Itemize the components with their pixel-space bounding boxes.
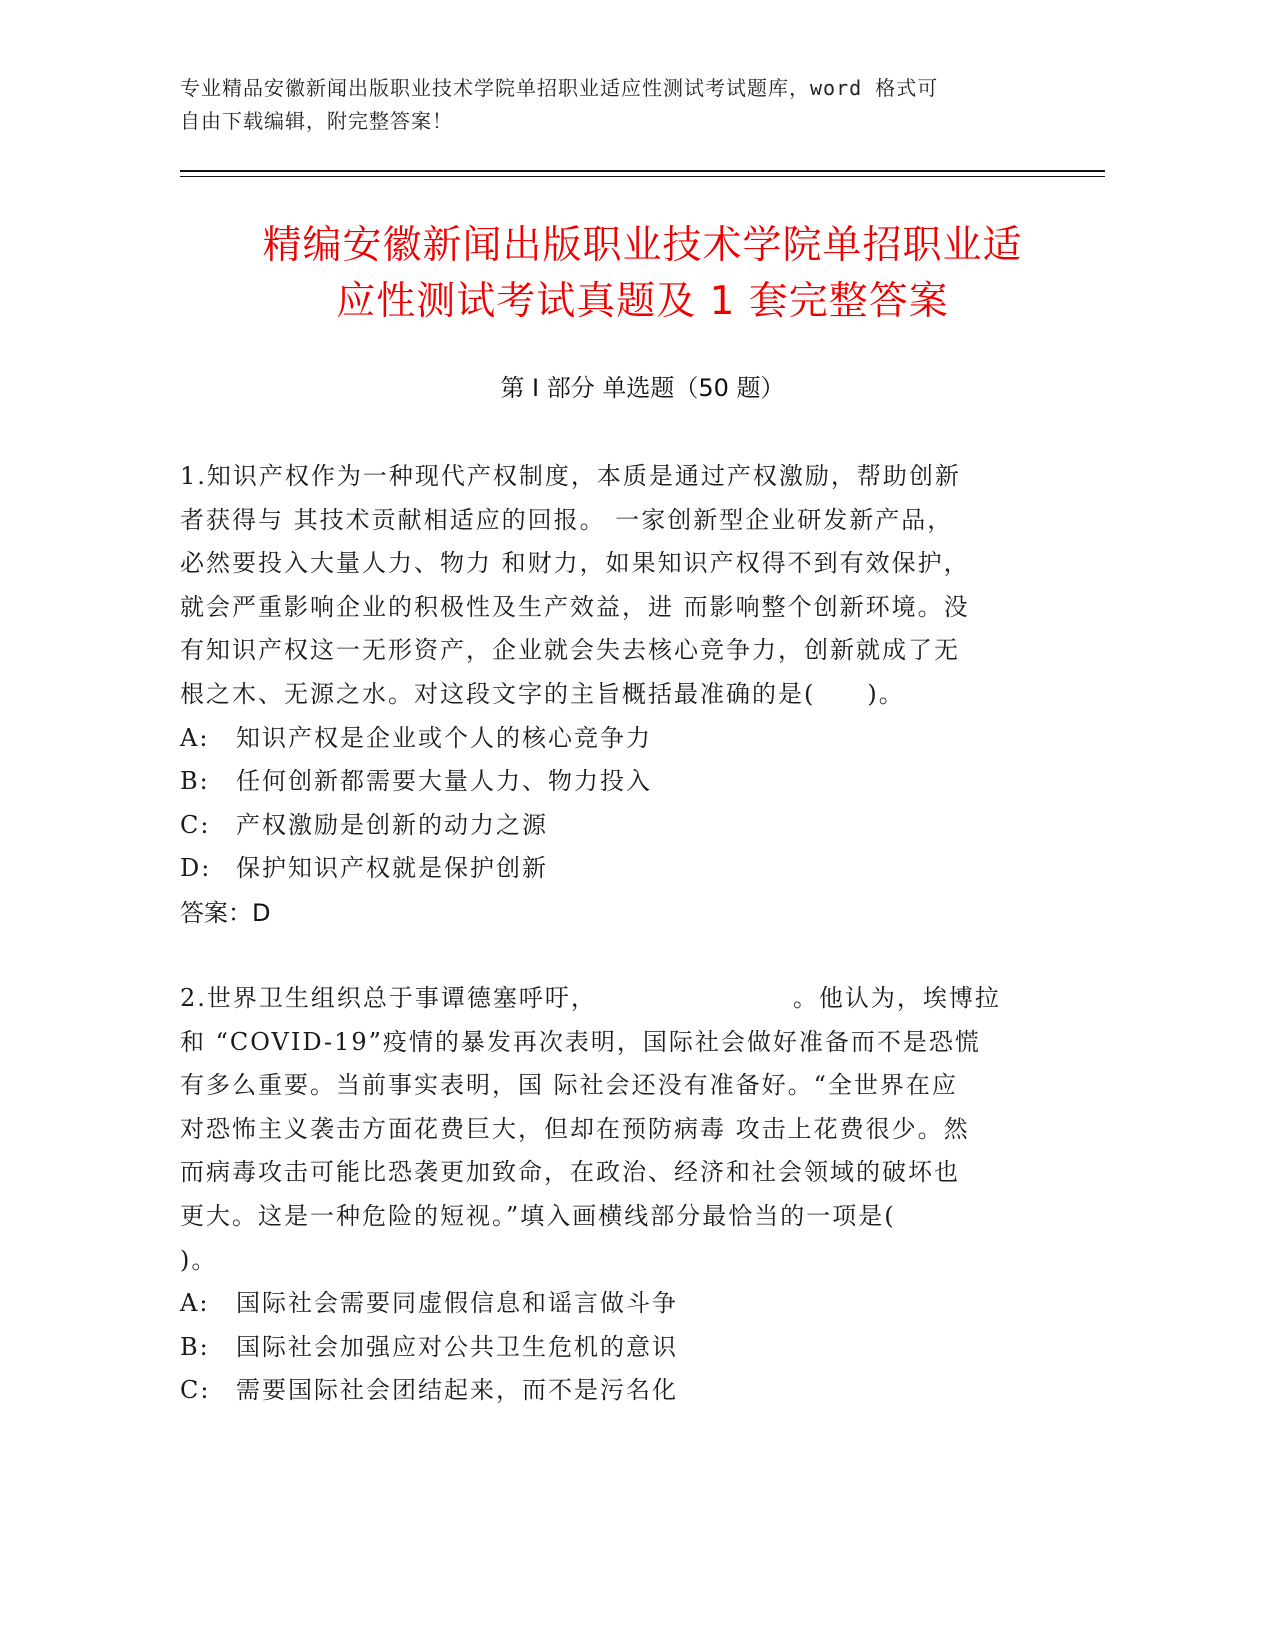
stem-line: 就会严重影响企业的积极性及生产效益，进 而影响整个创新环境。没 [180,592,970,621]
option-a [180,717,1040,761]
stem-line: 有多么重要。当前事实表明，国 际社会还没有准备好。“全世界在应 [180,1071,958,1100]
stem-line: )。 [180,1245,218,1274]
option-letter: D: [180,854,212,883]
stem-line: 者获得与 其技术贡献相适应的回报。 一家创新型企业研发新产品， [180,505,954,534]
question-stem [180,977,1030,1282]
stem-line: 更大。这是一种危险的短视。”填入画横线部分最恰当的一项是( [180,1201,896,1230]
document-title [180,218,1105,330]
option-letter: C: [180,810,211,839]
stem-line: 1.知识产权作为一种现代产权制度，本质是通过产权激励，帮助创新 [180,462,961,490]
option-text: 知识产权是企业或个人的核心竞争力 [236,723,652,752]
option-c [180,1369,1040,1413]
answer-line: 答案：D [180,898,271,927]
question-stem [180,455,1030,717]
option-b [180,1326,1040,1370]
option-letter: C: [180,1376,211,1405]
option-letter: B: [180,767,210,796]
option-letter: A: [180,723,210,752]
stem-line: 根之木、无源之水。对这段文字的主旨概括最准确的是( )。 [180,679,905,708]
option-text: 国际社会需要同虚假信息和谣言做斗争 [236,1289,678,1318]
option-text: 国际社会加强应对公共卫生危机的意识 [236,1332,678,1361]
option-text: 保护知识产权就是保护创新 [236,854,548,883]
document-title-line: 精编安徽新闻出版职业技术学院单招职业适 [262,223,1023,268]
question-2 [180,977,1040,1413]
stem-line: 有知识产权这一无形资产，企业就会失去核心竞争力，创新就成了无 [180,636,960,665]
option-text: 需要国际社会团结起来，而不是污名化 [236,1376,678,1405]
question-1 [180,455,1040,935]
header-divider [180,170,1105,172]
option-letter: B: [180,1332,210,1361]
stem-line: 和 “COVID-19”疫情的暴发再次表明，国际社会做好准备而不是恐慌 [180,1027,981,1056]
option-text: 任何创新都需要大量人力、物力投入 [236,767,652,796]
option-a [180,1282,1040,1326]
section-heading: 第 I 部分 单选题（50 题） [500,374,785,402]
stem-line: 对恐怖主义袭击方面花费巨大，但却在预防病毒 攻击上花费很少。然 [180,1114,970,1143]
stem-line: 必然要投入大量人力、物力 和财力，如果知识产权得不到有效保护， [180,549,970,578]
document-title-line: 应性测试考试真题及 1 套完整答案 [336,279,949,324]
header-note-line: 自由下载编辑，附完整答案！ [180,109,453,133]
option-d [180,847,1040,891]
option-c [180,804,1040,848]
header-note-line: 专业精品安徽新闻出版职业技术学院单招职业适应性测试考试题库，word 格式可 [180,76,939,100]
option-letter: A: [180,1289,210,1318]
stem-line: 2.世界卫生组织总于事谭德塞呼吁， 。他认为，埃博拉 [180,984,1001,1012]
option-text: 产权激励是创新的动力之源 [236,810,548,839]
header-note [180,72,1040,138]
header-divider [180,176,1105,177]
stem-line: 而病毒攻击可能比恐袭更加致命，在政治、经济和社会领域的破坏也 [180,1158,960,1187]
option-b [180,760,1040,804]
